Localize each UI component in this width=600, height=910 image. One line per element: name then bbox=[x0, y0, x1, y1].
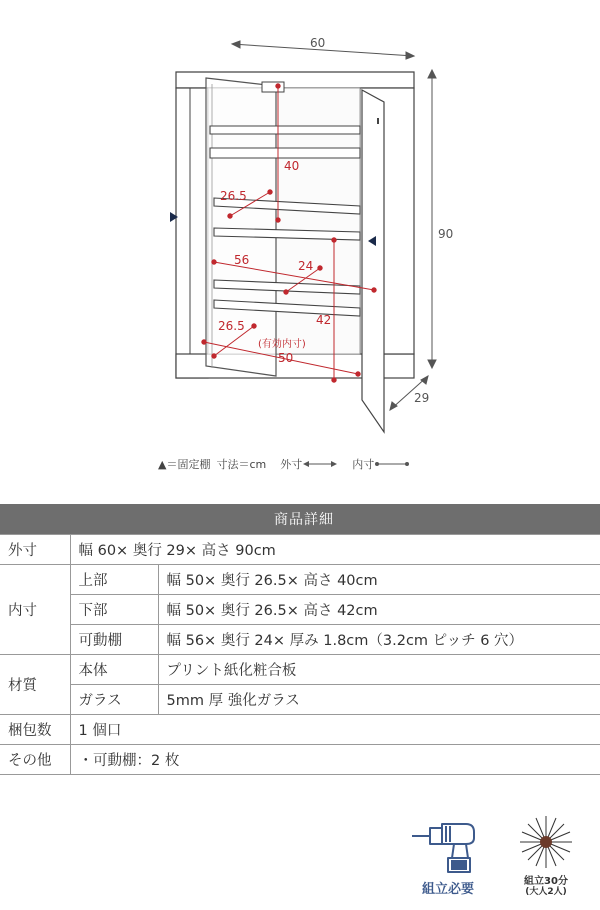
cabinet-left-side bbox=[176, 88, 208, 378]
sub-value-shelf: 幅 56× 奥行 24× 厚み 1.8cm（3.2cm ピッチ 6 穴） bbox=[158, 624, 600, 654]
row-value-other: ・可動棚：2 枚 bbox=[70, 744, 600, 774]
dimension-legend bbox=[158, 456, 410, 472]
drill-icon bbox=[408, 814, 488, 876]
sub-value-lower: 幅 50× 奥行 26.5× 高さ 42cm bbox=[158, 594, 600, 624]
legend-unit: 寸法＝cm bbox=[216, 458, 267, 471]
dim-lower-height-label: 42 bbox=[316, 313, 332, 327]
row-value-outer: 幅 60× 奥行 29× 高さ 90cm bbox=[70, 534, 600, 564]
dim-shelf-width-label: 56 bbox=[234, 253, 250, 267]
sub-label-body: 本体 bbox=[70, 654, 158, 684]
sub-value-upper: 幅 50× 奥行 26.5× 高さ 40cm bbox=[158, 564, 600, 594]
legend-outer: 外寸 bbox=[280, 458, 303, 471]
legend-inner: 内寸 bbox=[352, 458, 375, 471]
glass-door-right-open bbox=[362, 90, 384, 432]
outer-arrow-icon bbox=[302, 459, 338, 469]
assembly-time-badge bbox=[512, 814, 580, 900]
sub-label-shelf: 可動棚 bbox=[70, 624, 158, 654]
spec-table-title: 商品詳細 bbox=[0, 504, 600, 534]
table-row bbox=[0, 654, 600, 684]
dim-depth-label: 29 bbox=[414, 391, 430, 405]
assembly-people-label: (大人2人) bbox=[525, 887, 567, 897]
dim-inner-width-label: 50 bbox=[278, 351, 294, 365]
table-row bbox=[0, 684, 600, 714]
dim-lower-depth-label: 26.5 bbox=[218, 319, 245, 333]
row-label-package: 梱包数 bbox=[0, 714, 70, 744]
assembly-required-label: 組立必要 bbox=[421, 882, 474, 897]
clock-burst-icon bbox=[512, 814, 580, 872]
sub-label-glass: ガラス bbox=[70, 684, 158, 714]
sub-value-body: プリント紙化粧合板 bbox=[158, 654, 600, 684]
assembly-time-label: 組立30分 bbox=[524, 876, 568, 887]
assembly-required-badge bbox=[408, 814, 488, 900]
table-row bbox=[0, 594, 600, 624]
legend-fixed-shelf: ▲＝固定棚 bbox=[158, 458, 211, 471]
row-label-other: その他 bbox=[0, 744, 70, 774]
table-row bbox=[0, 534, 600, 564]
sub-label-upper: 上部 bbox=[70, 564, 158, 594]
table-row bbox=[0, 624, 600, 654]
spec-table bbox=[0, 504, 600, 775]
table-row bbox=[0, 744, 600, 774]
row-value-package: 1 個口 bbox=[70, 714, 600, 744]
row-label-inner: 内寸 bbox=[0, 564, 70, 654]
table-row bbox=[0, 714, 600, 744]
row-label-material: 材質 bbox=[0, 654, 70, 714]
table-row bbox=[0, 564, 600, 594]
sub-value-glass: 5mm 厚 強化ガラス bbox=[158, 684, 600, 714]
dim-upper-height-label: 40 bbox=[284, 159, 300, 173]
dim-height-label: 90 bbox=[438, 227, 454, 241]
dim-width-label: 60 bbox=[310, 36, 326, 50]
dim-effective-note: (有効内寸) bbox=[258, 339, 306, 350]
inner-dot-line-icon bbox=[374, 459, 410, 469]
row-label-outer: 外寸 bbox=[0, 534, 70, 564]
dim-upper-depth-label: 26.5 bbox=[220, 189, 247, 203]
sub-label-lower: 下部 bbox=[70, 594, 158, 624]
dim-shelf-depth-label: 24 bbox=[298, 259, 314, 273]
